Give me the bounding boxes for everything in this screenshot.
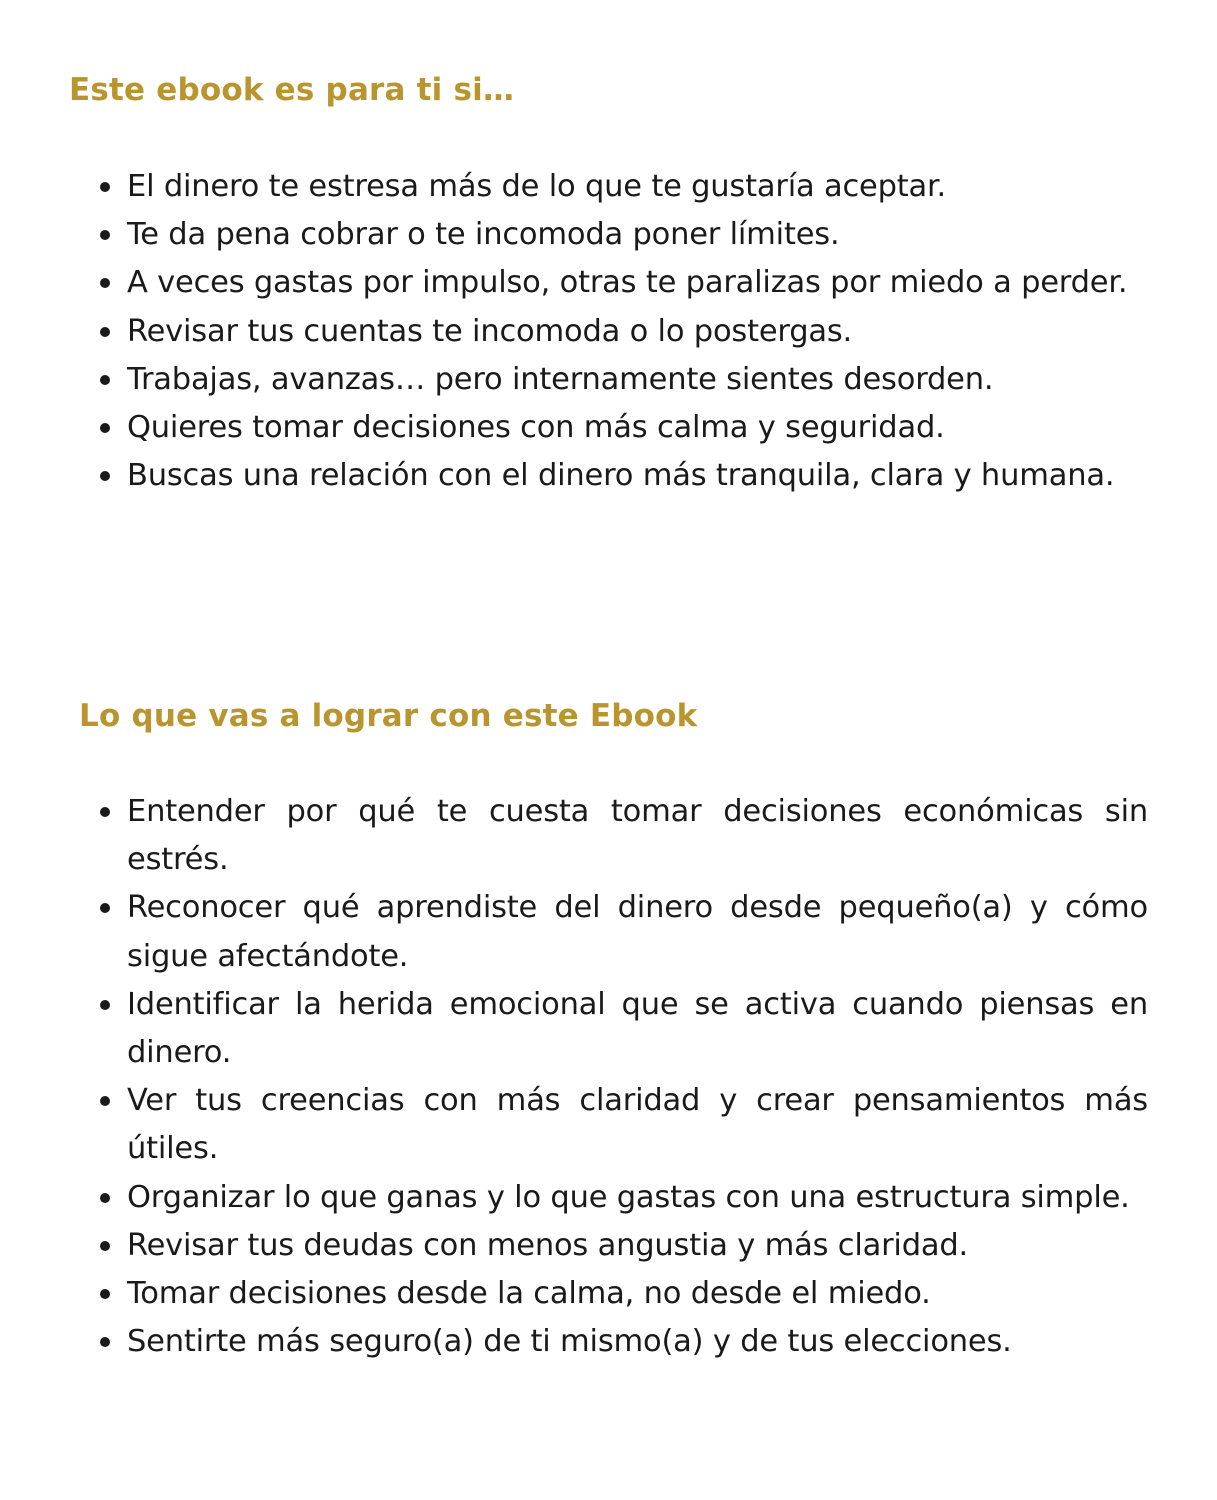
- section-title-for-you: Este ebook es para ti si…: [69, 72, 515, 108]
- achievements-list: [127, 788, 1148, 1366]
- bullet-icon: [100, 182, 110, 192]
- list-item: Revisar tus cuentas te incomoda o lo postergas.: [127, 308, 1148, 356]
- for-you-list: [127, 163, 1148, 500]
- list-item: Te da pena cobrar o te incomoda poner límites.: [127, 211, 1148, 259]
- bullet-icon: [100, 230, 110, 240]
- bullet-icon: [100, 807, 110, 817]
- bullet-icon: [100, 1193, 110, 1203]
- bullet-icon: [100, 423, 110, 433]
- bullet-icon: [100, 1337, 110, 1347]
- bullet-icon: [100, 278, 110, 288]
- list-item: Tomar decisiones desde la calma, no desde el miedo.: [127, 1270, 1148, 1318]
- bullet-icon: [100, 1000, 110, 1010]
- bullet-icon: [100, 903, 110, 913]
- list-item: Buscas una relación con el dinero más tranquila, clara y humana.: [127, 452, 1148, 500]
- bullet-icon: [100, 1289, 110, 1299]
- list-item: A veces gastas por impulso, otras te paralizas por miedo a perder.: [127, 259, 1148, 307]
- list-item: Trabajas, avanzas… pero internamente sientes desorden.: [127, 356, 1148, 404]
- list-item: Identificar la herida emocional que se activa cuando piensas en dinero.: [127, 981, 1148, 1077]
- bullet-icon: [100, 1096, 110, 1106]
- list-item: Ver tus creencias con más claridad y crear pensamientos más útiles.: [127, 1077, 1148, 1173]
- bullet-icon: [100, 327, 110, 337]
- list-item: Sentirte más seguro(a) de ti mismo(a) y de tus elecciones.: [127, 1318, 1148, 1366]
- section-title-achievements: Lo que vas a lograr con este Ebook: [79, 698, 698, 734]
- list-item: Quieres tomar decisiones con más calma y seguridad.: [127, 404, 1148, 452]
- list-item: Entender por qué te cuesta tomar decisiones económicas sin estrés.: [127, 788, 1148, 884]
- list-item: Organizar lo que ganas y lo que gastas con una estructura simple.: [127, 1174, 1148, 1222]
- list-item: El dinero te estresa más de lo que te gustaría aceptar.: [127, 163, 1148, 211]
- list-item: Reconocer qué aprendiste del dinero desde pequeño(a) y cómo sigue afectándote.: [127, 884, 1148, 980]
- bullet-icon: [100, 375, 110, 385]
- bullet-icon: [100, 1241, 110, 1251]
- bullet-icon: [100, 471, 110, 481]
- list-item: Revisar tus deudas con menos angustia y más claridad.: [127, 1222, 1148, 1270]
